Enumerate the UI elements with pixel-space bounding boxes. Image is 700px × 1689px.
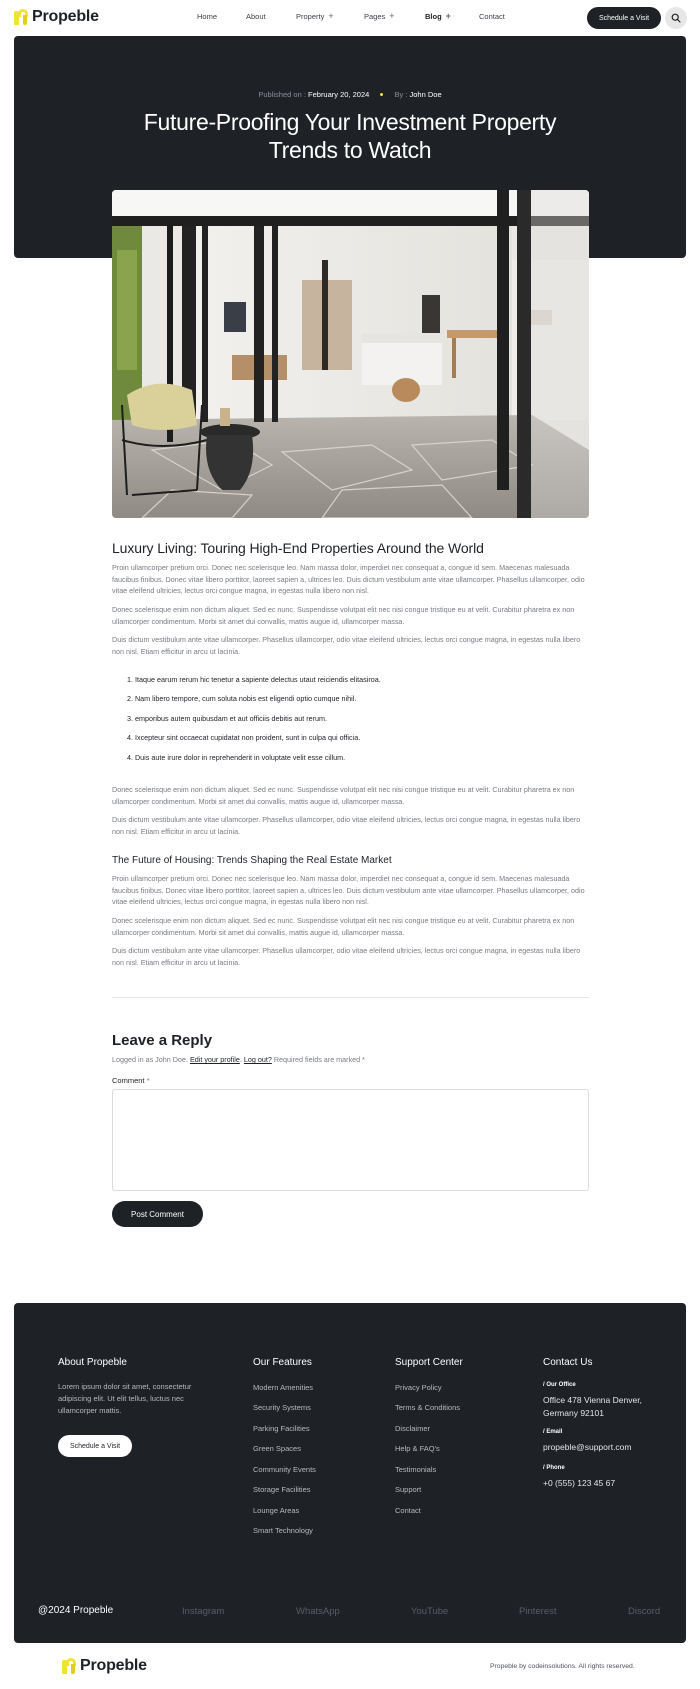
footer-support-link[interactable]: Privacy Policy: [395, 1383, 442, 1392]
brand-name: Propeble: [32, 8, 99, 25]
page-title: Future-Proofing Your Investment Property Trends to Watch: [143, 109, 557, 163]
phone-link[interactable]: +0 (555) 123 45 67: [543, 1478, 616, 1488]
logged-in-note: Logged in as John Doe. Edit your profile. Log out? Required fields are marked *: [112, 1055, 365, 1064]
published-prefix: Published on :: [258, 90, 306, 99]
meta-separator-dot: [380, 93, 383, 96]
numbered-list: [112, 675, 589, 765]
comment-label: [112, 1076, 150, 1085]
featured-image: [112, 190, 589, 518]
nav-property[interactable]: [296, 12, 334, 21]
office-address: Office 478 Vienna Denver, Germany 92101: [543, 1395, 642, 1418]
schedule-visit-button[interactable]: Schedule a Visit: [587, 7, 661, 29]
log-out-link[interactable]: Log out?: [243, 1055, 272, 1064]
footer-about-heading: About Propeble: [58, 1357, 127, 1368]
nav-home-label: Home: [197, 12, 218, 21]
site-footer: [14, 1303, 686, 1643]
post-date: February 20, 2024: [308, 90, 370, 99]
list-item: 2. Nam libero tempore, cum soluta nobis est eligendi optio cumque nihil.: [127, 694, 357, 703]
phone-label: / Phone: [543, 1465, 565, 1471]
nav-property-label: Property: [296, 12, 325, 21]
footer-brand-name: Propeble: [80, 1657, 147, 1674]
list-item: 1. Itaque earum rerum hic tenetur a sapiente delectus utaut reiciendis elitasiroa.: [127, 675, 381, 684]
post-comment-button[interactable]: Post Comment: [112, 1201, 203, 1227]
social-link-pinterest[interactable]: Pinterest: [519, 1606, 557, 1617]
plus-icon: +: [328, 11, 334, 21]
footer-contact-heading: Contact Us: [543, 1357, 593, 1368]
footer-feature-link[interactable]: Storage Facilities: [253, 1485, 311, 1494]
author-prefix: By :: [394, 90, 408, 99]
site-header: [0, 0, 700, 36]
paragraph-2: Donec scelerisque enim non dictum aliquet. Sed ec nunc. Suspendisse volutpat elit nec nisi congue tristique eu at velit. Curabitur pharetra ex non ullamcorper condimentum. Morbi sit amet dui convallis, mattis augue id, ullamcorper massa.: [112, 605, 575, 626]
office-label: / Our Office: [543, 1382, 576, 1388]
comment-textarea[interactable]: [112, 1089, 589, 1191]
nav-blog-label: Blog: [425, 12, 442, 21]
footer-support-link[interactable]: Testimonials: [395, 1465, 437, 1474]
nav-about[interactable]: [246, 12, 266, 21]
search-icon: [671, 13, 681, 23]
search-button[interactable]: [665, 7, 687, 29]
nav-pages-label: Pages: [364, 12, 386, 21]
required-mark: *: [146, 1076, 150, 1085]
post-meta: [0, 90, 700, 99]
footer-feature-link[interactable]: Security Systems: [253, 1403, 311, 1412]
footer-about-text: Lorem ipsum dolor sit amet, consectetur adipiscing elit. Ut elit tellus, luctus nec ullamcorper mattis.: [58, 1382, 192, 1415]
social-link-youtube[interactable]: YouTube: [411, 1606, 449, 1617]
footer-features-heading: Our Features: [253, 1357, 312, 1368]
section-heading-1: Luxury Living: Touring High-End Properties Around the World: [112, 540, 484, 556]
post-author[interactable]: John Doe: [409, 90, 442, 99]
section-heading-2: The Future of Housing: Trends Shaping the Real Estate Market: [112, 855, 392, 866]
paragraph-1: Proin ullamcorper pretium orci. Donec nec scelerisque leo. Nam massa dolor, imperdiet nec consequat a, congue id sem. Maecenas malesuada faucibus finibus. Donec vitae libero porttitor, laoreet sapien a, ultrices leo. Duis dictum vestibulum ante vitae ullamcorper. Phasellus ullamcorper, odio vitae eleifend ultricies, lectus orci congue magna, in egestas nulla libero non nisl.: [112, 563, 585, 595]
footer-logo[interactable]: [62, 1657, 147, 1675]
interior-photo-illustration: [112, 190, 589, 518]
paragraph-5: Duis dictum vestibulum ante vitae ullamcorper. Phasellus ullamcorper, odio vitae eleifend ultricies, lectus orci congue magna, in egestas nulla libero non nisl. Etiam efficitur in arcu ut lacinia.: [112, 815, 581, 836]
paragraph-3: Duis dictum vestibulum ante vitae ullamcorper. Phasellus ullamcorper, odio vitae eleifend ultricies, lectus orci congue magna, in egestas nulla libero non nisl. Etiam efficitur in arcu ut lacinia.: [112, 635, 581, 656]
email-link[interactable]: propeble@support.com: [543, 1442, 632, 1452]
paragraph-7: Donec scelerisque enim non dictum aliquet. Sed ec nunc. Suspendisse volutpat elit nec nisi congue tristique eu at velit. Curabitur pharetra ex non ullamcorper condimentum. Morbi sit amet dui convallis, mattis augue id, ullamcorper massa.: [112, 916, 575, 937]
nav-blog[interactable]: [425, 12, 451, 21]
footer-feature-link[interactable]: Green Spaces: [253, 1444, 301, 1453]
paragraph-6: Proin ullamcorper pretium orci. Donec nec scelerisque leo. Nam massa dolor, imperdiet nec consequat a, congue id sem. Maecenas malesuada faucibus finibus. Donec vitae libero porttitor, laoreet sapien a, ultrices leo. Duis dictum vestibulum ante vitae ullamcorper. Phasellus ullamcorper, odio vitae eleifend ultricies, lectus orci congue magna, in egestas nulla libero non nisl.: [112, 874, 585, 906]
social-link-instagram[interactable]: Instagram: [182, 1606, 225, 1617]
copyright: @2024 Propeble: [38, 1605, 114, 1616]
footer-schedule-visit-button[interactable]: Schedule a Visit: [58, 1435, 132, 1457]
list-item: 3. emporibus autem quibusdam et aut officiis debitis aut rerum.: [127, 714, 328, 723]
plus-icon: +: [389, 11, 395, 21]
paragraph-8: Duis dictum vestibulum ante vitae ullamcorper. Phasellus ullamcorper, odio vitae eleifend ultricies, lectus orci congue magna, in egestas nulla libero non nisl. Etiam efficitur in arcu ut lacinia.: [112, 946, 581, 967]
social-link-whatsapp[interactable]: WhatsApp: [296, 1606, 340, 1617]
nav-contact-label: Contact: [479, 12, 505, 21]
footer-feature-link[interactable]: Modern Amenities: [253, 1383, 314, 1392]
nav-pages[interactable]: [364, 12, 395, 21]
footer-feature-link[interactable]: Smart Technology: [253, 1526, 313, 1535]
article-divider: [112, 997, 589, 998]
list-item: 4. Duis aute irure dolor in reprehenderit in voluptate velit esse cillum.: [127, 753, 346, 762]
footer-support-heading: Support Center: [395, 1357, 463, 1368]
plus-icon: +: [445, 11, 451, 21]
logged-in-text: Logged in as John Doe.: [112, 1055, 188, 1064]
required-note: Required fields are marked *: [273, 1055, 365, 1064]
comment-label-text: Comment: [112, 1076, 145, 1085]
nav-home[interactable]: [197, 12, 217, 21]
logo-mark-icon: [62, 1658, 76, 1674]
reply-title: Leave a Reply: [112, 1032, 213, 1049]
nav-contact[interactable]: [479, 12, 505, 21]
footer-support-link[interactable]: Help & FAQ's: [395, 1444, 440, 1453]
footer-support-link[interactable]: Disclaimer: [395, 1424, 431, 1433]
nav-about-label: About: [246, 12, 266, 21]
footer-credit: Propeble by codeinsolutions. All rights reserved.: [490, 1663, 635, 1670]
edit-profile-link[interactable]: Edit your profile: [189, 1055, 240, 1064]
footer-support-link[interactable]: Support: [395, 1485, 422, 1494]
footer-feature-link[interactable]: Lounge Areas: [253, 1506, 300, 1515]
list-item: 4. Ixcepteur sint occaecat cupidatat non proident, sunt in culpa qui officia.: [127, 733, 361, 742]
social-link-discord[interactable]: Discord: [628, 1606, 661, 1617]
footer-support-link[interactable]: Terms & Conditions: [395, 1403, 461, 1412]
footer-feature-link[interactable]: Parking Facilities: [253, 1424, 310, 1433]
footer-support-link[interactable]: Contact: [395, 1506, 421, 1515]
paragraph-4: Donec scelerisque enim non dictum aliquet. Sed ec nunc. Suspendisse volutpat elit nec nisi congue tristique eu at velit. Curabitur pharetra ex non ullamcorper condimentum. Morbi sit amet dui convallis, mattis augue id, ullamcorper massa.: [112, 785, 575, 806]
email-label: / Email: [543, 1429, 563, 1435]
footer-feature-link[interactable]: Community Events: [253, 1465, 316, 1474]
